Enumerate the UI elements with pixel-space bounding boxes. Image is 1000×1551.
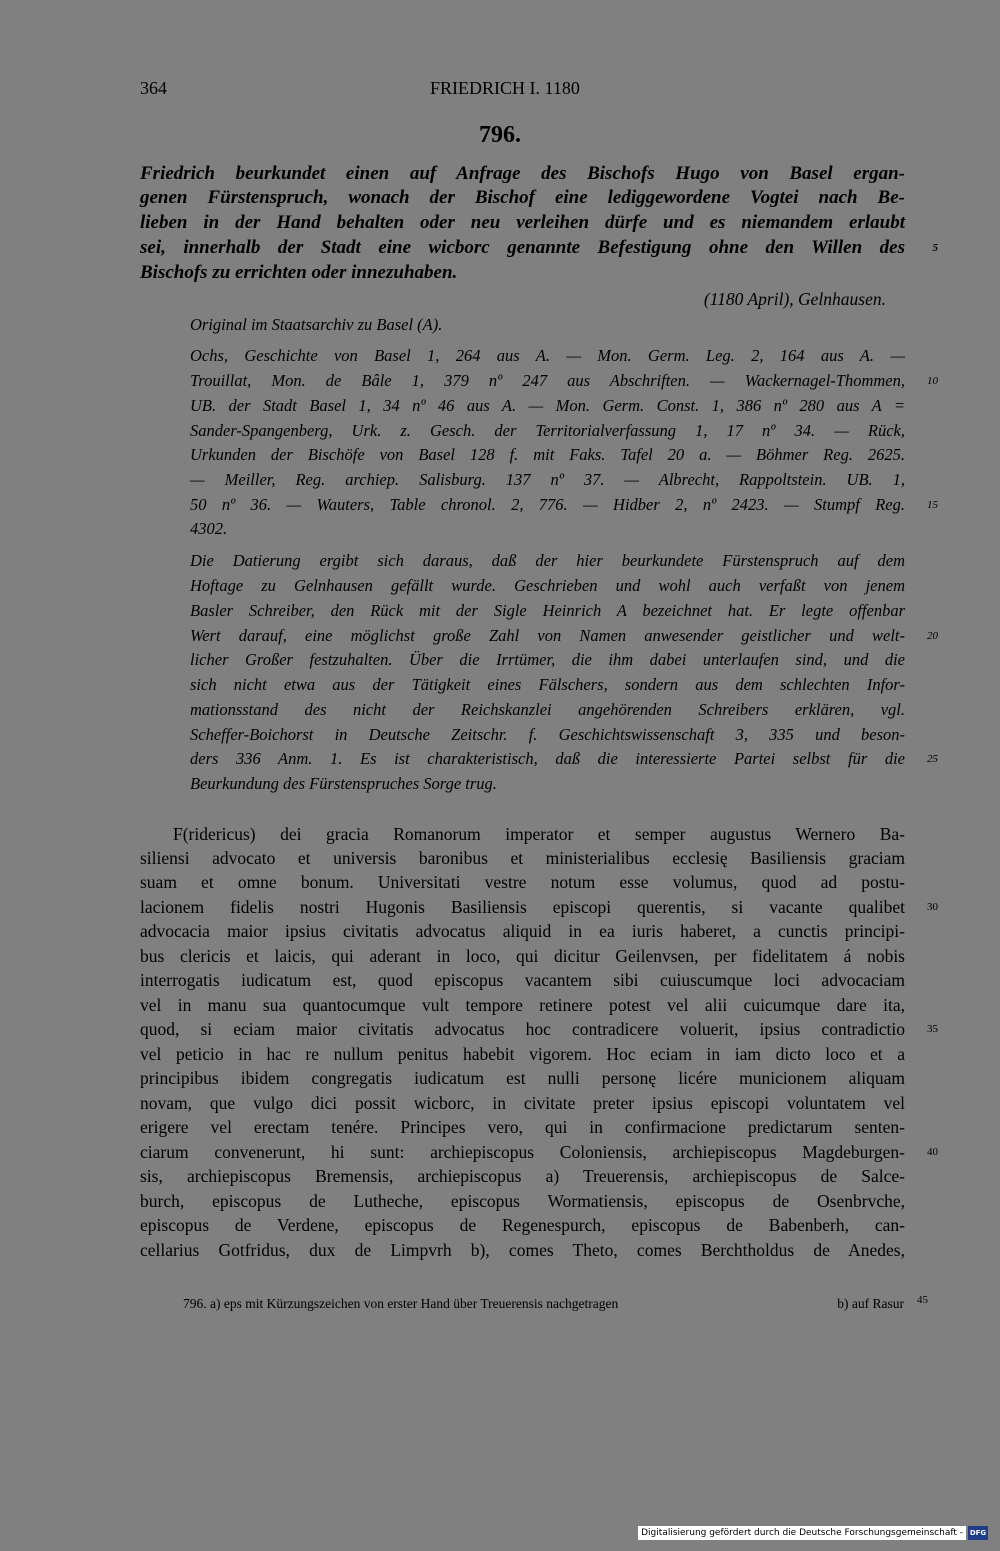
commentary-line: Basler Schreiber, den Rück mit der Sigle Heinrich A bezeichnet hat. Er legte offenbar xyxy=(190,601,905,620)
charter-line: siliensi advocato et universis baronibus et ministerialibus ecclesię Basiliensis graciam xyxy=(140,848,905,868)
charter-line: episcopus de Verdene, episcopus de Regenespurch, episcopus de Babenberh, can- xyxy=(140,1215,905,1235)
charter-line: quod, si eciam maior civitatis advocatus hoc contradicere voluerit, ipsius contradictio 35 xyxy=(140,1019,938,1039)
literature-line: UB. der Stadt Basel 1, 34 nº 46 aus A. — Mon. Germ. Const. 1, 386 nº 280 aus A = xyxy=(190,396,905,415)
regest-line: Bischofs zu errichten oder innezuhaben. xyxy=(140,262,458,283)
commentary-line: ders 336 Anm. 1. Es ist charakteristisch, daß die interessierte Partei selbst für die 25 xyxy=(190,749,938,768)
literature-line: Trouillat, Mon. de Bâle 1, 379 nº 247 aus Abschriften. — Wackernagel-Thommen, 10 xyxy=(190,371,938,390)
charter-line: lacionem fidelis nostri Hugonis Basiliensis episcopi querentis, si vacante qualibet 30 xyxy=(140,897,938,917)
footnote xyxy=(0,1294,1000,1316)
charter-line: vel in manu sua quantocumque vult tempore retinere potest vel alii cuicumque dare ita, xyxy=(140,995,905,1015)
commentary-line: Beurkundung des Fürstenspruches Sorge trug. xyxy=(190,774,497,793)
commentary-line: Die Datierung ergibt sich daraus, daß der hier beurkundete Fürstenspruch auf dem xyxy=(190,551,905,570)
regest-line: Friedrich beurkundet einen auf Anfrage des Bischofs Hugo von Basel ergan- xyxy=(140,163,905,184)
charter-line: F(ridericus) dei gracia Romanorum imperator et semper augustus Wernero Ba- xyxy=(173,824,905,844)
charter-line: cellarius Gotfridus, dux de Limpvrh b), comes Theto, comes Berchtholdus de Anedes, xyxy=(140,1240,905,1260)
literature-line: — Meiller, Reg. archiep. Salisburg. 137 nº 37. — Albrecht, Rappoltstein. UB. 1, xyxy=(190,470,905,489)
charter-line: erigere vel erectam tenére. Principes vero, qui in confirmacione predictarum senten- xyxy=(140,1117,905,1137)
charter-line: principibus ibidem congregatis iudicatum est nulli personę licére municionem aliquam xyxy=(140,1068,905,1088)
running-title: FRIEDRICH I. 1180 xyxy=(430,78,580,98)
tradition: Original im Staatsarchiv zu Basel (A). xyxy=(190,315,443,334)
charter-line: bus clericis et laicis, qui aderant in loco, qui dicitur Geilenvsen, per fidelitatem á nobis xyxy=(140,946,905,966)
regest-line: lieben in der Hand behalten oder neu verleihen dürfe und es niemandem erlaubt xyxy=(140,212,905,233)
charter-line: novam, que vulgo dici possit wicborc, in civitate preter ipsius episcopi voluntatem vel xyxy=(140,1093,905,1113)
regest-line: genen Fürstenspruch, wonach der Bischof eine lediggewordene Vogtei nach Be- xyxy=(140,187,905,208)
line-number: 45 xyxy=(917,1294,928,1306)
literature-line: 50 nº 36. — Wauters, Table chronol. 2, 776. — Hidber 2, nº 2423. — Stumpf Reg. 15 xyxy=(190,495,938,514)
charter-line: advocacia maior ipsius civitatis advocatus aliquid in ea iuris haberet, a cunctis principi- xyxy=(140,921,905,941)
dfg-logo: DFG xyxy=(968,1526,988,1540)
footnote-a: 796. a) eps mit Kürzungszeichen von erster Hand über Treuerensis nachgetragen xyxy=(183,1296,619,1311)
charter-line: burch, episcopus de Lutheche, episcopus Wormatiensis, episcopus de Osenbrvche, xyxy=(140,1191,905,1211)
charter-line: suam et omne bonum. Universitati vestre notum esse volumus, quod ad postu- xyxy=(140,872,905,892)
funding-credit: Digitalisierung gefördert durch die Deutsche Forschungsgemeinschaft - xyxy=(638,1526,966,1540)
document-number: 796. xyxy=(479,122,521,148)
commentary-line: mationsstand des nicht der Reichskanzlei angehörenden Schreibers erklären, vgl. xyxy=(190,700,905,719)
regest-line: sei, innerhalb der Stadt eine wicborc genannte Befestigung ohne den Willen des 5 xyxy=(140,237,938,258)
commentary-line: sich nicht etwa aus der Tätigkeit eines Fälschers, sondern aus dem schlechten Infor- xyxy=(190,675,905,694)
charter-line: sis, archiepiscopus Bremensis, archiepiscopus a) Treuerensis, archiepiscopus de Salce- xyxy=(140,1166,905,1186)
charter-line: interrogatis iudicatum est, quod episcopus vacantem sibi cuiuscumque loci advocaciam xyxy=(140,970,905,990)
commentary-line: Scheffer-Boichorst in Deutsche Zeitschr. f. Geschichtswissenschaft 3, 335 und beson- xyxy=(190,725,905,744)
charter-line: vel peticio in hac re nullum penitus habebit vigorem. Hoc eciam in iam dicto loco et a xyxy=(140,1044,905,1064)
date-place: (1180 April), Gelnhausen. xyxy=(703,289,886,309)
page-number: 364 xyxy=(140,78,167,98)
literature-line: Sander-Spangenberg, Urk. z. Gesch. der Territorialverfassung 1, 17 nº 34. — Rück, xyxy=(190,421,905,440)
footnote-b: b) auf Rasur xyxy=(837,1296,904,1311)
charter-line: ciarum convenerunt, hi sunt: archiepiscopus Coloniensis, archiepiscopus Magdeburgen- 40 xyxy=(140,1142,938,1162)
literature-line: Ochs, Geschichte von Basel 1, 264 aus A. — Mon. Germ. Leg. 2, 164 aus A. — xyxy=(190,346,905,365)
commentary-line: licher Großer festzuhalten. Über die Irrtümer, die ihm dabei unterlaufen sind, und die xyxy=(190,650,905,669)
literature-line: Urkunden der Bischöfe von Basel 128 f. mit Faks. Tafel 20 a. — Böhmer Reg. 2625. xyxy=(190,445,905,464)
commentary-line: Hoftage zu Gelnhausen gefällt wurde. Geschrieben und wohl auch verfaßt von jenem xyxy=(190,576,905,595)
literature-line: 4302. xyxy=(190,519,228,538)
commentary-line: Wert darauf, eine möglichst große Zahl von Namen anwesender geistlicher und welt- 20 xyxy=(190,626,938,645)
